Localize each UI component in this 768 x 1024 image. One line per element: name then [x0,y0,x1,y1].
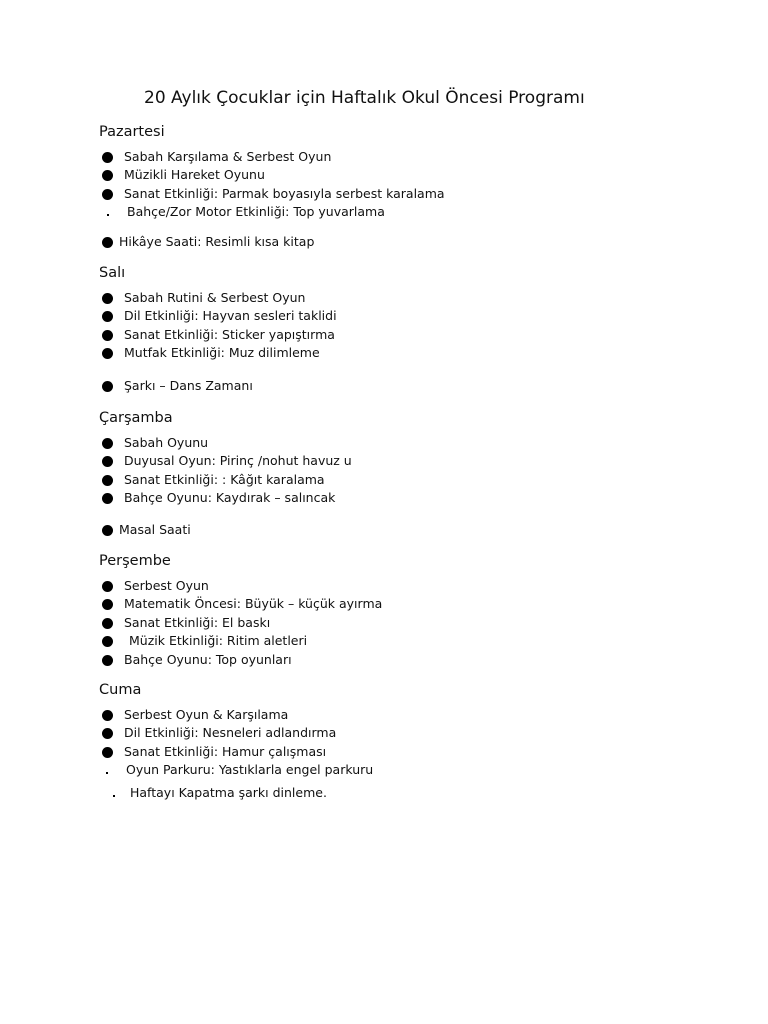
day-heading-pazartesi: Pazartesi [99,124,165,140]
list-item: Masal Saati [119,522,191,537]
list-item: Duyusal Oyun: Pirinç /nohut havuz u [124,453,352,468]
bullet-icon [102,381,113,392]
list-item: Sabah Karşılama & Serbest Oyun [124,149,332,164]
bullet-icon [102,636,113,647]
bullet-icon [102,237,113,248]
page-title: 20 Aylık Çocuklar için Haftalık Okul Öncesi Programı [144,88,585,108]
day-heading-cuma: Cuma [99,682,142,698]
bullet-icon [102,311,113,322]
day-heading-carsamba: Çarşamba [99,410,173,426]
list-item: Sanat Etkinliği: El baskı [124,615,271,630]
bullet-icon [102,728,113,739]
list-item: Sanat Etkinliği: Hamur çalışması [124,744,327,759]
day-heading-persembe: Perşembe [99,553,171,569]
bullet-icon [102,747,113,758]
bullet-icon [102,293,113,304]
list-item: Bahçe Oyunu: Kaydırak – salıncak [124,490,336,505]
dot-icon [113,795,115,797]
list-item: Dil Etkinliği: Hayvan sesleri taklidi [124,308,337,323]
list-item: Sanat Etkinliği: Sticker yapıştırma [124,327,335,342]
list-item: Sabah Rutini & Serbest Oyun [124,290,306,305]
bullet-icon [102,189,113,200]
bullet-icon [102,493,113,504]
list-item: Hikâye Saati: Resimli kısa kitap [119,234,315,249]
bullet-icon [102,655,113,666]
dot-icon [107,214,109,216]
list-item: Oyun Parkuru: Yastıklarla engel parkuru [126,762,374,777]
bullet-icon [102,475,113,486]
bullet-icon [102,599,113,610]
dot-icon [106,772,108,774]
bullet-icon [102,438,113,449]
list-item: Bahçe/Zor Motor Etkinliği: Top yuvarlama [127,204,385,219]
list-item: Mutfak Etkinliği: Muz dilimleme [124,345,320,360]
list-item: Haftayı Kapatma şarkı dinleme. [130,785,327,800]
bullet-icon [102,525,113,536]
day-heading-sali: Salı [99,265,126,281]
list-item: Dil Etkinliği: Nesneleri adlandırma [124,725,337,740]
list-item: Bahçe Oyunu: Top oyunları [124,652,292,667]
bullet-icon [102,170,113,181]
list-item: Sanat Etkinliği: Parmak boyasıyla serbest karalama [124,186,445,201]
bullet-icon [102,330,113,341]
bullet-icon [102,456,113,467]
list-item: Serbest Oyun [124,578,209,593]
list-item: Şarkı – Dans Zamanı [124,378,253,393]
bullet-icon [102,581,113,592]
list-item: Müzik Etkinliği: Ritim aletleri [129,633,308,648]
bullet-icon [102,152,113,163]
bullet-icon [102,618,113,629]
list-item: Müzikli Hareket Oyunu [124,167,265,182]
list-item: Serbest Oyun & Karşılama [124,707,289,722]
bullet-icon [102,348,113,359]
list-item: Matematik Öncesi: Büyük – küçük ayırma [124,596,383,611]
list-item: Sabah Oyunu [124,435,209,450]
bullet-icon [102,710,113,721]
list-item: Sanat Etkinliği: : Kâğıt karalama [124,472,325,487]
